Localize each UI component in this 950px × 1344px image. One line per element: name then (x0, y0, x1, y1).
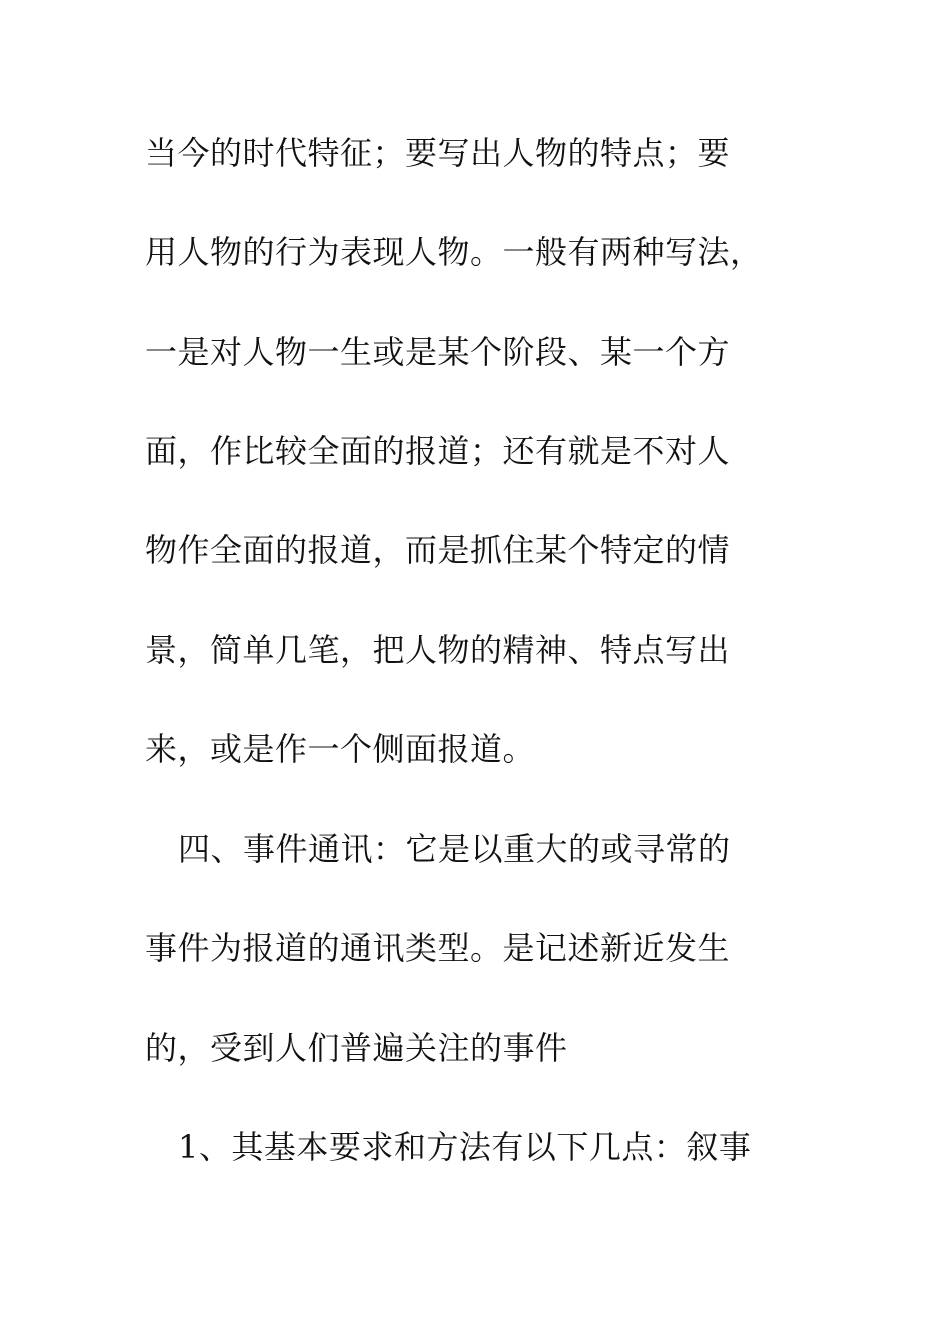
text-line: 来，或是作一个侧面报道。 (145, 730, 536, 768)
text-line: 当今的时代特征；要写出人物的特点；要 (145, 134, 731, 172)
numbered-item-line: 1、其基本要求和方法有以下几点：叙事 (178, 1128, 752, 1166)
text-line: 一是对人物一生或是某个阶段、某一个方 (145, 333, 731, 371)
text-line: 的，受到人们普遍关注的事件 (145, 1029, 568, 1067)
text-line: 面，作比较全面的报道；还有就是不对人 (145, 432, 731, 470)
text-line: 用人物的行为表现人物。一般有两种写法， (145, 233, 763, 271)
text-line: 事件为报道的通讯类型。是记述新近发生 (145, 929, 731, 967)
text-line: 物作全面的报道，而是抓住某个特定的情 (145, 531, 731, 569)
section-heading-line: 四、事件通讯：它是以重大的或寻常的 (178, 830, 731, 868)
text-line: 景，简单几笔，把人物的精神、特点写出 (145, 631, 731, 669)
